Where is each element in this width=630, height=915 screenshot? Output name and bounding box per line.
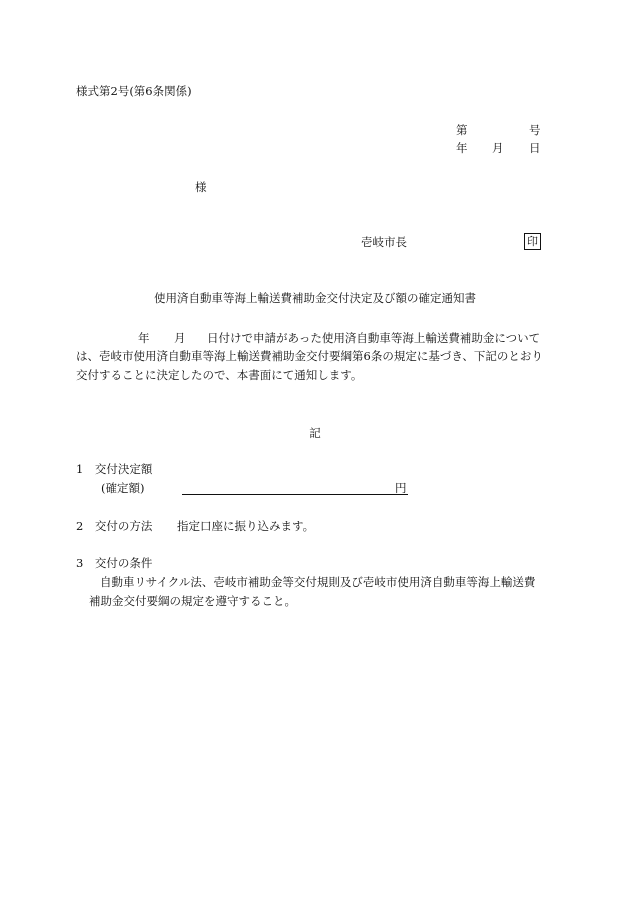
issuer-name: 壱岐市長 [361, 235, 407, 249]
body-text-line-1: 日付けで申請があった使用済自動車等海上輸送費補助金について [207, 331, 541, 345]
body-month-label: 月 [174, 331, 186, 345]
date-day-label: 日 [529, 141, 541, 155]
seal-stamp-icon: 印 [524, 233, 541, 250]
item-2-label: 2 交付の方法 [76, 519, 153, 533]
date-year-label: 年 [456, 141, 468, 155]
body-year-label: 年 [138, 331, 150, 345]
item-2-value: 指定口座に振り込みます。 [177, 519, 315, 533]
document-number-prefix: 第 [456, 123, 468, 137]
body-text-line-3: 交付することに決定したので、本書面にて通知します。 [76, 368, 363, 382]
amount-unit: 円 [395, 481, 407, 495]
body-text-line-2: は、壱岐市使用済自動車等海上輸送費補助金交付要綱第6条の規定に基づき、下記のとおり [76, 349, 543, 363]
document-number-suffix: 号 [529, 123, 541, 137]
document-title: 使用済自動車等海上輸送費補助金交付決定及び額の確定通知書 [154, 291, 476, 305]
item-3-label: 3 交付の条件 [76, 556, 153, 570]
item-3-text-line-1: 自動車リサイクル法、壱岐市補助金等交付規則及び壱岐市使用済自動車等海上輸送費 [100, 575, 536, 589]
item-1-label: 1 交付決定額 [76, 462, 153, 476]
ki-heading: 記 [309, 426, 321, 440]
amount-underline [182, 494, 408, 495]
item-3-text-line-2: 補助金交付要綱の規定を遵守すること。 [89, 594, 296, 608]
item-1-sublabel: (確定額) [101, 481, 145, 495]
date-month-label: 月 [492, 141, 504, 155]
addressee-honorific: 様 [195, 180, 207, 194]
form-number: 様式第2号(第6条関係) [76, 84, 192, 98]
